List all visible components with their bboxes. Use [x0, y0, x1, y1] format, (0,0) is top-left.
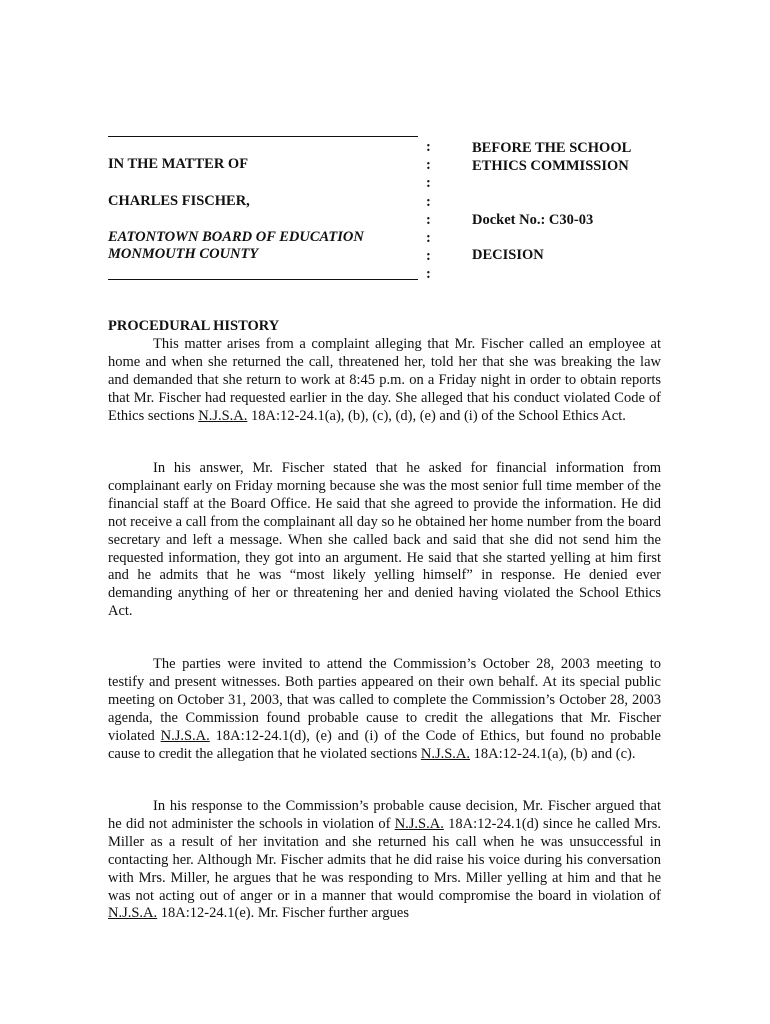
caption-colon: : — [426, 211, 431, 228]
caption-docket-number: Docket No.: C30-03 — [472, 212, 594, 228]
caption-colon: : — [426, 175, 431, 192]
caption-respondent-name: CHARLES FISCHER, — [108, 193, 250, 209]
paragraph-text: The parties were invited to attend the Commission’s October 28, 2003 meeting to testify and present witnesses. Both parties appeared on their own behalf. At its special public meeting on October 31, 2003, that was called to complete the Commission’s October 28, 2003 agenda, the Commission found probable cause to credit the allegations that Mr. Fischer violated — [108, 656, 661, 744]
statute-citation: N.J.S.A. — [160, 727, 210, 744]
caption-board: EATONTOWN BOARD OF EDUCATION — [108, 229, 364, 245]
section-heading-procedural-history: PROCEDURAL HISTORY — [108, 318, 280, 334]
caption-colon-column — [426, 138, 436, 284]
caption-colon: : — [426, 266, 431, 283]
caption-colon: : — [426, 229, 431, 246]
statute-citation: N.J.S.A. — [394, 815, 444, 832]
paragraph-text: This matter arises from a complaint alleging that Mr. Fischer called an employee at home and when she returned the call, threatened her, told her that she was breaking the law and demanded that she return to work at 8:45 p.m. on a Friday night in order to obtain reports that Mr. Fischer had requested earlier in the day. She alleged that his conduct violated Code of Ethics sections — [108, 336, 661, 424]
paragraph-text: 18A:12-24.1(e). Mr. Fischer further argues — [157, 905, 409, 922]
paragraph-probable-cause — [108, 656, 661, 763]
paragraph-text: 18A:12-24.1(d), (e) and (i) of the Code of Ethics, but found no probable cause to credit the allegation that he violated sections — [108, 727, 661, 762]
caption-county: MONMOUTH COUNTY — [108, 246, 259, 262]
caption-colon: : — [426, 193, 431, 210]
statute-citation: N.J.S.A. — [198, 407, 248, 424]
paragraph-text: 18A:12-24.1(d) since he called Mrs. Miller as a result of her invitation and she returned his call when he was unsuccessful in contacting her. Although Mr. Fischer admits that he did raise his voice during his conversation with Mrs. Miller, he argues that he was responding to Mrs. Miller yelling at him and that he was not acting out of anger or in a manner that would compromise the board in violation of — [108, 815, 661, 904]
caption-bottom-rule — [108, 279, 418, 280]
caption-commission-line2: ETHICS COMMISSION — [472, 158, 629, 174]
paragraph-response — [108, 798, 661, 923]
caption-colon: : — [426, 157, 431, 174]
caption-commission-line1: BEFORE THE SCHOOL — [472, 140, 632, 156]
statute-citation: N.J.S.A. — [108, 905, 158, 922]
caption-top-rule — [108, 136, 418, 137]
caption-colon: : — [426, 248, 431, 265]
paragraph-text: In his response to the Commission’s probable cause decision, Mr. Fischer argued that he did not administer the schools in violation of — [108, 798, 661, 832]
paragraph-answer: In his answer, Mr. Fischer stated that he asked for financial information from complainant early on Friday morning because she was the most senior full time member of the financial staff at the Board Office. He said that she agreed to provide the information. He did not receive a call from the complainant all day so he obtained her home number from the board secretary and left a message. When she called back and said that she did not send him the requested information, they got into an argument. He said that she started yelling at him first and he admits that he was “most likely yelling himself” in response. He denied ever demanding anything of her or threatening her and denied having violated the School Ethics Act. — [108, 460, 661, 620]
caption-matter: IN THE MATTER OF — [108, 156, 249, 172]
paragraph-complaint — [108, 336, 661, 426]
caption-colon: : — [426, 139, 431, 155]
paragraph-text: 18A:12-24.1(a), (b) and (c). — [470, 745, 636, 762]
paragraph-text: 18A:12-24.1(a), (b), (c), (d), (e) and (i) of the School Ethics Act. — [247, 407, 626, 424]
caption-decision: DECISION — [472, 247, 544, 263]
statute-citation: N.J.S.A. — [420, 745, 471, 762]
